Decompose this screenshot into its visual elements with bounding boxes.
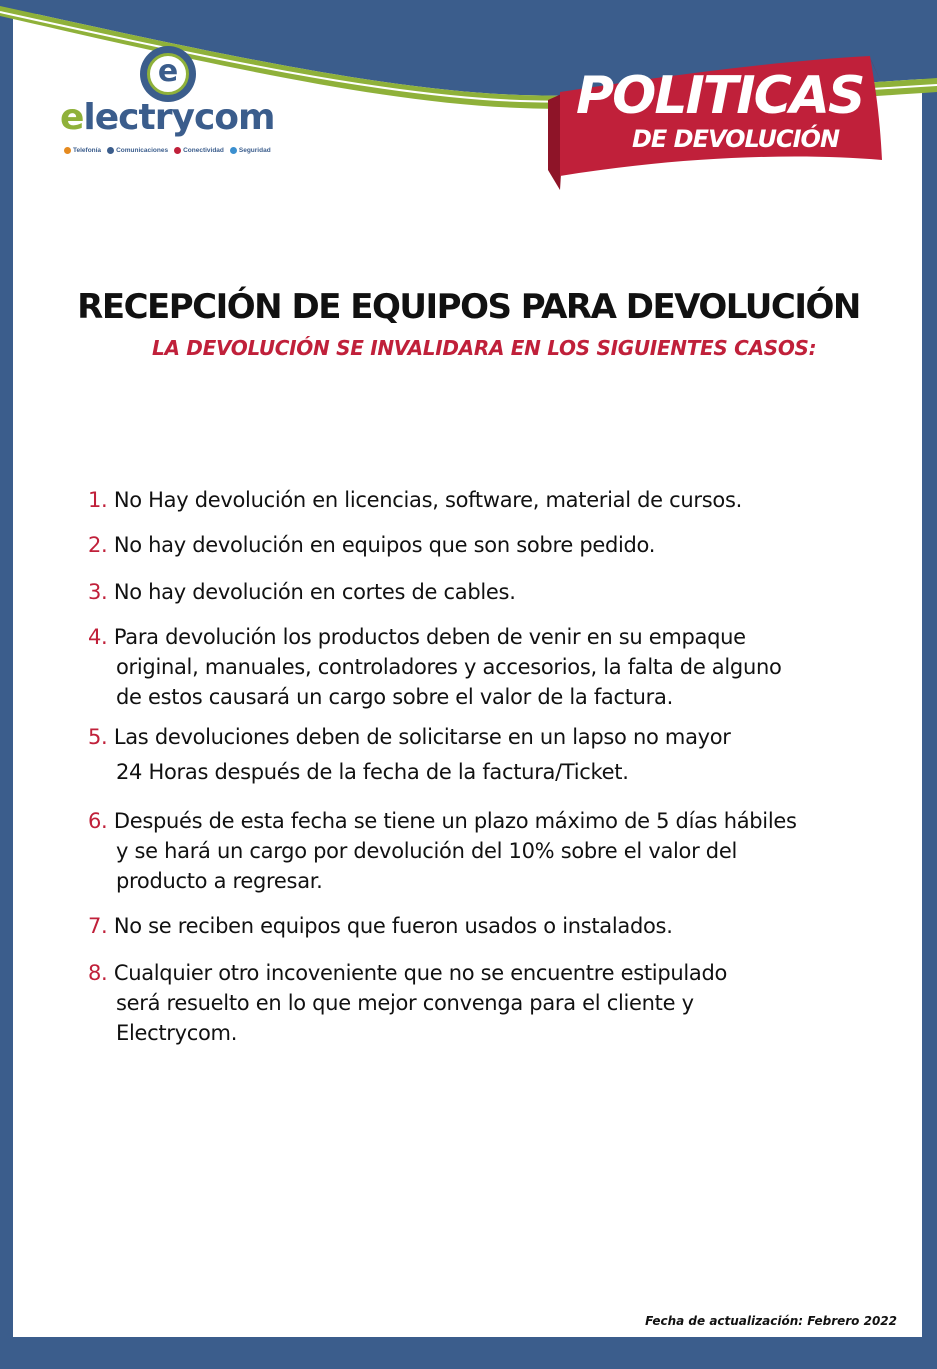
service-telefonia: Telefonía: [64, 147, 101, 154]
item-text: Después de esta fecha se tiene un plazo máximo de 5 días hábiles: [113, 809, 797, 833]
service-seguridad: Seguridad: [230, 147, 271, 154]
policy-item-1: [88, 485, 878, 515]
item-text: y se hará un cargo por devolución del 10% sobre el valor del: [116, 839, 737, 863]
logo-letter: e: [147, 53, 189, 95]
item-number: 1.: [88, 488, 108, 512]
item-number: 6.: [88, 809, 108, 833]
policy-item-2: [88, 530, 878, 560]
page-title: RECEPCIÓN DE EQUIPOS PARA DEVOLUCIÓN: [77, 287, 860, 327]
update-date: Fecha de actualización: Febrero 2022: [645, 1314, 897, 1328]
item-number: 2.: [88, 533, 108, 557]
chat-icon: [107, 147, 114, 154]
item-text: Cualquier otro incoveniente que no se encuentre estipulado: [113, 961, 728, 985]
item-text: No Hay devolución en licencias, software, material de cursos.: [113, 488, 742, 512]
policy-item-4: [88, 622, 878, 712]
service-tagline: [64, 147, 271, 154]
logo-wordmark-rest: lectrycom: [83, 97, 275, 138]
item-text: será resuelto en lo que mejor convenga para el cliente y: [116, 991, 694, 1015]
item-text: No se reciben equipos que fueron usados o instalados.: [113, 914, 673, 938]
ribbon-title: POLITICAS: [576, 66, 864, 126]
item-text: original, manuales, controladores y accesorios, la falta de alguno: [116, 655, 782, 679]
item-number: 4.: [88, 625, 108, 649]
logo-wordmark-first: e: [60, 97, 84, 138]
item-number: 3.: [88, 580, 108, 604]
network-icon: [174, 147, 181, 154]
service-comunicaciones: Comunicaciones: [107, 147, 168, 154]
item-text: Electrycom.: [116, 1021, 238, 1045]
item-text: No hay devolución en cortes de cables.: [113, 580, 516, 604]
item-number: 7.: [88, 914, 108, 938]
shield-icon: [230, 147, 237, 154]
policy-item-8: [88, 958, 878, 1048]
item-text: Las devoluciones deben de solicitarse en un lapso no mayor: [113, 725, 731, 749]
policy-item-7: [88, 911, 878, 941]
item-number: 8.: [88, 961, 108, 985]
policy-item-6: [88, 806, 878, 896]
logo-badge: [140, 46, 196, 102]
policy-item-3: [88, 577, 878, 607]
page-subtitle: LA DEVOLUCIÓN SE INVALIDARA EN LOS SIGUIENTES CASOS:: [152, 336, 817, 360]
logo-wordmark: [60, 97, 275, 138]
policy-item-5: [88, 722, 878, 787]
service-conectividad: Conectividad: [174, 147, 224, 154]
phone-icon: [64, 147, 71, 154]
item-text: producto a regresar.: [116, 869, 323, 893]
item-number: 5.: [88, 725, 108, 749]
item-text: Para devolución los productos deben de venir en su empaque: [113, 625, 746, 649]
item-text: de estos causará un cargo sobre el valor de la factura.: [116, 685, 673, 709]
item-text: 24 Horas después de la fecha de la factura/Ticket.: [116, 760, 629, 784]
item-text: No hay devolución en equipos que son sobre pedido.: [113, 533, 656, 557]
ribbon-subtitle: DE DEVOLUCIÓN: [632, 125, 840, 153]
